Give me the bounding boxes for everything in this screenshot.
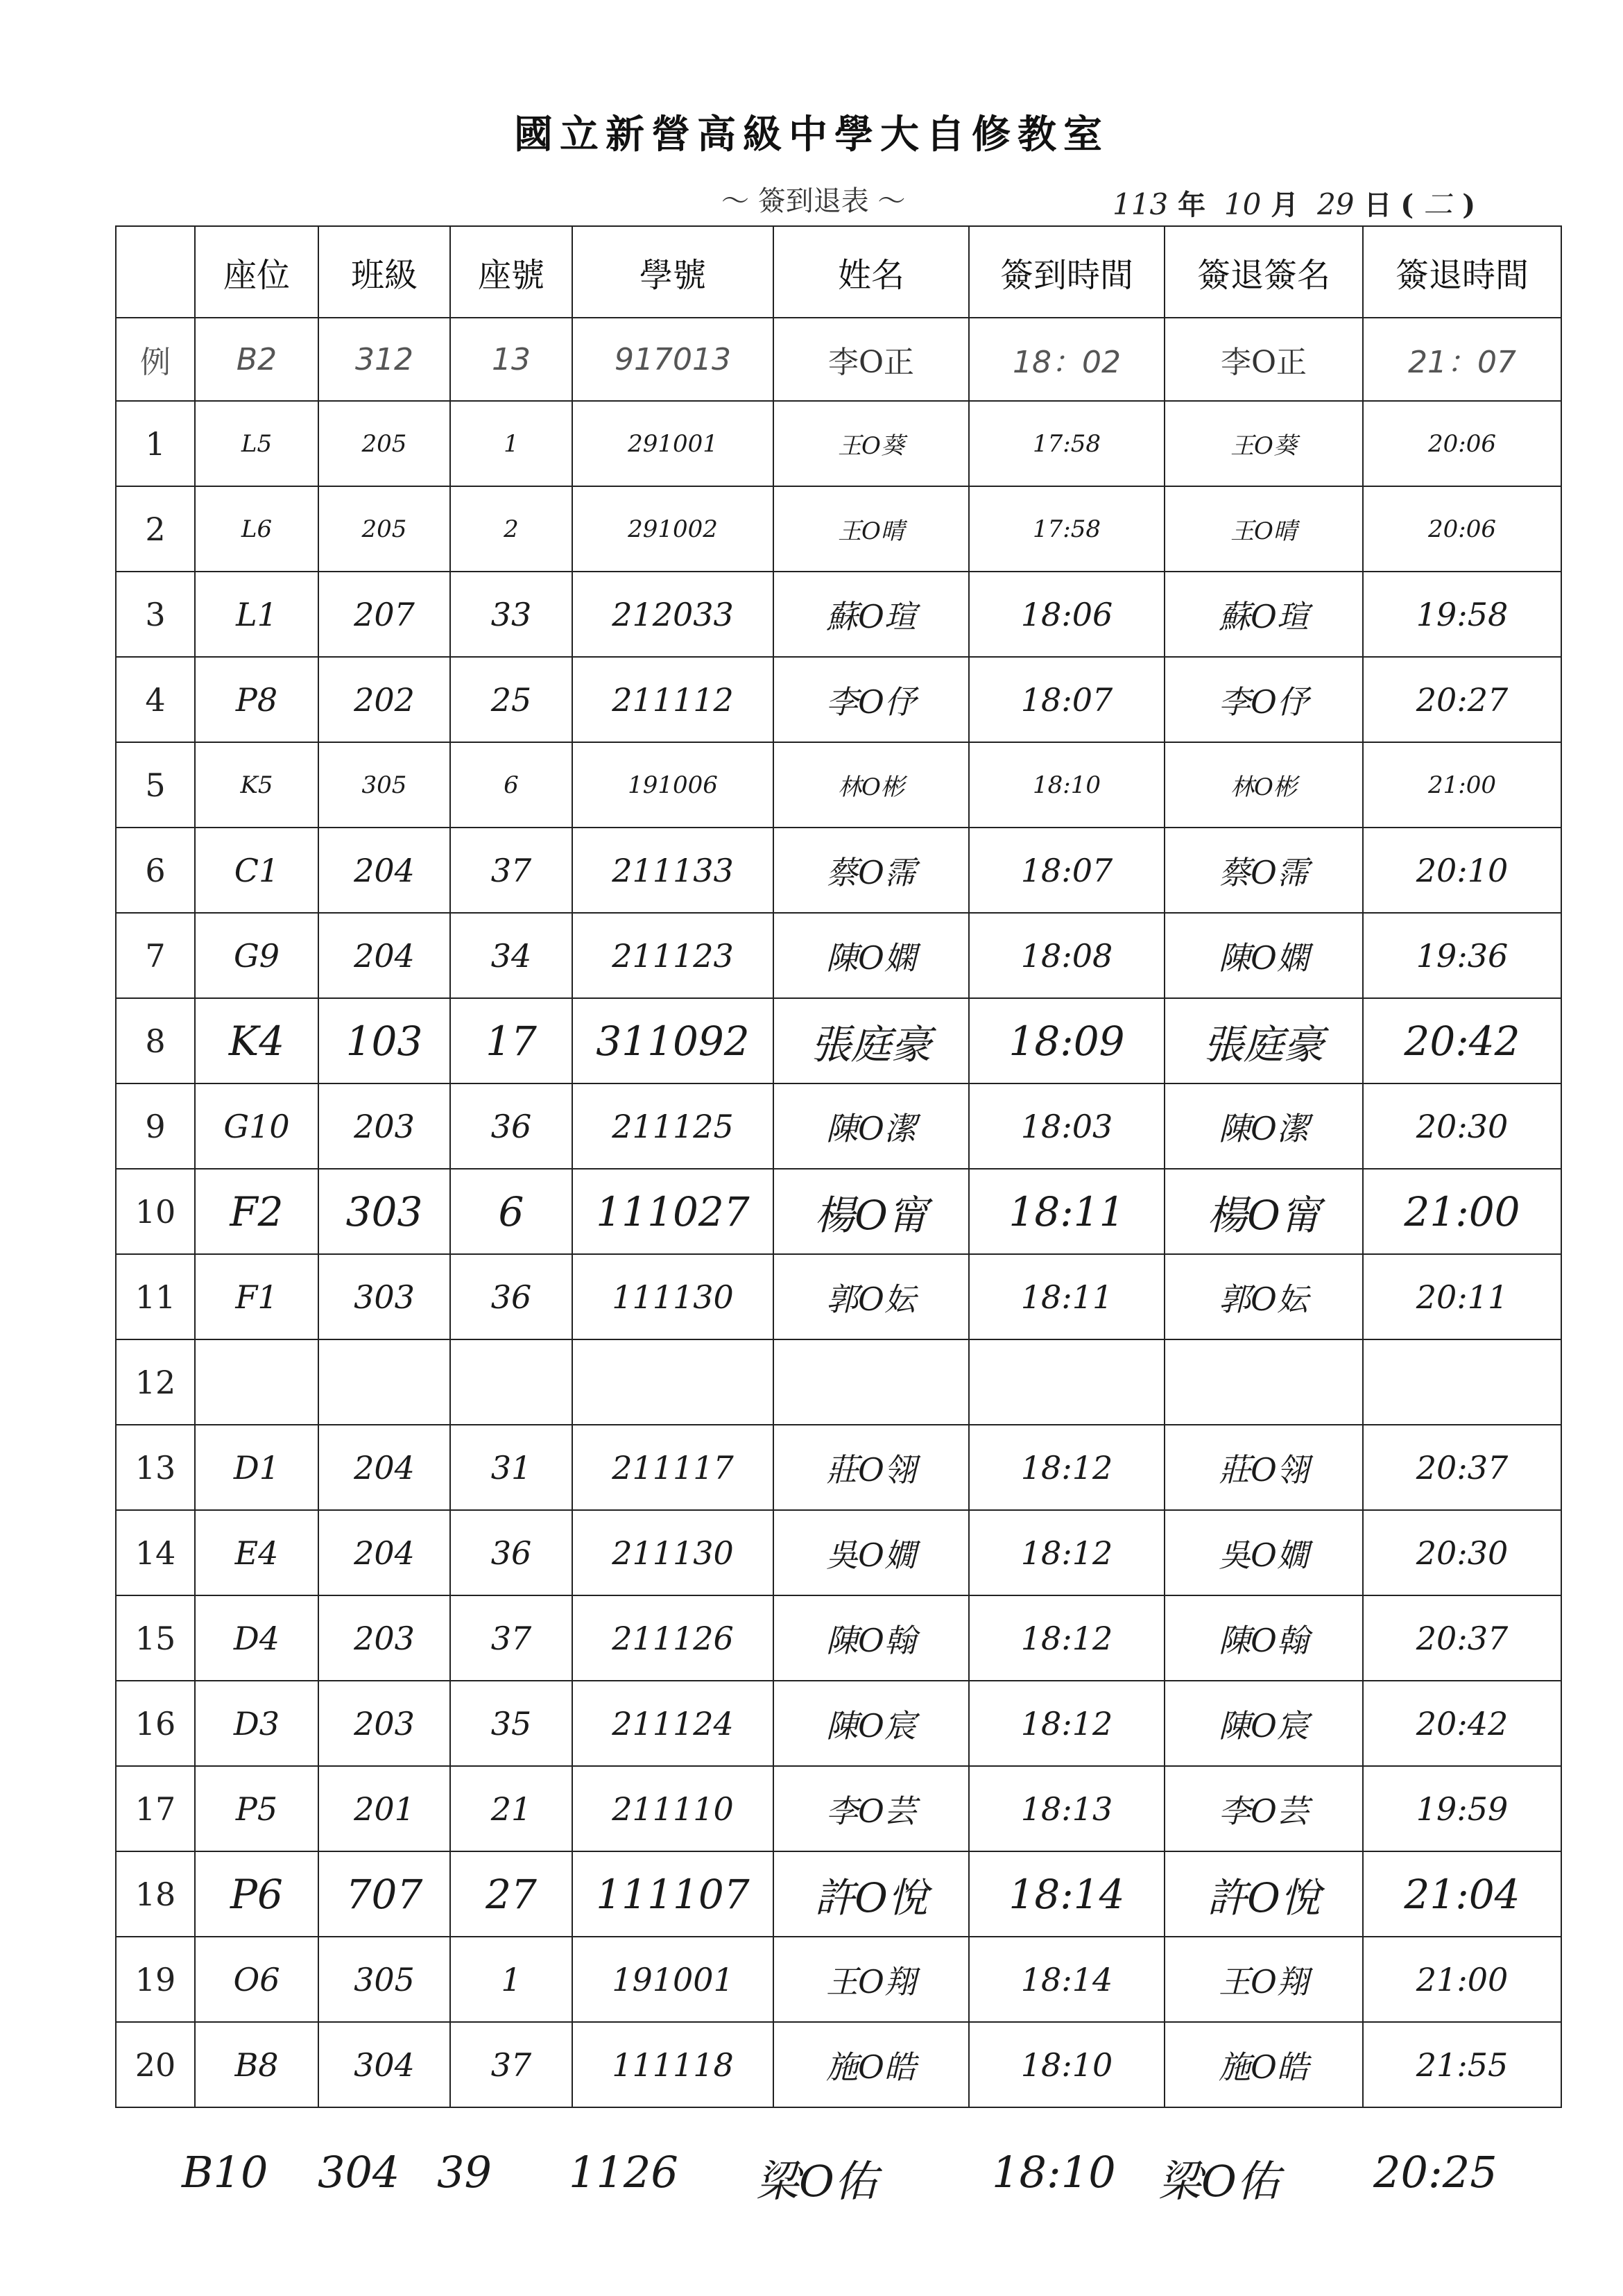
name-cell: 蘇O瑄 <box>773 572 969 657</box>
table-row <box>116 657 1561 742</box>
sign-in-time-cell: 18:13 <box>969 1766 1165 1851</box>
seat-no-cell: 2 <box>450 486 572 572</box>
sign-in-time-cell: 18:12 <box>969 1595 1165 1681</box>
seat-cell: G10 <box>195 1083 318 1169</box>
sign-out-time-cell: 20:11 <box>1363 1254 1561 1339</box>
date-weekday: 二 <box>1423 187 1453 221</box>
example-row <box>116 318 1561 401</box>
header-cell-class: 班級 <box>318 226 450 318</box>
class-cell: 103 <box>318 998 450 1083</box>
row-number: 2 <box>116 486 195 572</box>
table-row <box>116 1681 1561 1766</box>
sign-out-time-cell <box>1363 1339 1561 1425</box>
student-id-cell <box>572 1339 773 1425</box>
name-cell: 許O悅 <box>773 1851 969 1937</box>
name-cell: 莊O翎 <box>773 1425 969 1510</box>
seat-cell: B8 <box>195 2022 318 2107</box>
table-row <box>116 1510 1561 1595</box>
seat-cell: D4 <box>195 1595 318 1681</box>
header-cell-name: 姓名 <box>773 226 969 318</box>
table-row <box>116 1169 1561 1254</box>
sign-out-time-cell: 20:06 <box>1363 401 1561 486</box>
row-number: 8 <box>116 998 195 1083</box>
signature-cell: 王O葵 <box>1165 401 1363 486</box>
row-number: 10 <box>116 1169 195 1254</box>
table-row <box>116 1851 1561 1937</box>
name-cell: 王O翔 <box>773 1937 969 2022</box>
table-row <box>116 828 1561 913</box>
student-id-cell: 111027 <box>572 1169 773 1254</box>
class-cell: 202 <box>318 657 450 742</box>
seat-no-cell: 37 <box>450 828 572 913</box>
sign-out-time-cell: 21:55 <box>1363 2022 1561 2107</box>
sign-in-time-cell: 18:07 <box>969 828 1165 913</box>
student-id-cell: 191001 <box>572 1937 773 2022</box>
class-cell <box>318 1339 450 1425</box>
signature-cell: 陳O嫻 <box>1165 913 1363 998</box>
date-paren-open: ( <box>1400 189 1414 221</box>
example-label: 例 <box>116 318 195 401</box>
date-day-unit: 日 <box>1364 189 1392 221</box>
date-day: 29 <box>1317 187 1355 221</box>
name-cell: 王O葵 <box>773 401 969 486</box>
header-cell-index <box>116 226 195 318</box>
name-cell: 陳O潔 <box>773 1083 969 1169</box>
signature-cell: 王O晴 <box>1165 486 1363 572</box>
sign-in-time-cell: 17:58 <box>969 486 1165 572</box>
name-cell: 林O彬 <box>773 742 969 828</box>
sign-out-time-cell: 21:00 <box>1363 1169 1561 1254</box>
sign-in-time-cell: 18:03 <box>969 1083 1165 1169</box>
row-number: 20 <box>116 2022 195 2107</box>
extra-sign-in-time: 18:10 <box>992 2147 1116 2198</box>
student-id-cell: 211117 <box>572 1425 773 1510</box>
sign-in-time-cell: 18:14 <box>969 1937 1165 2022</box>
class-cell: 304 <box>318 2022 450 2107</box>
name-cell <box>773 1339 969 1425</box>
signature-cell: 郭O妘 <box>1165 1254 1363 1339</box>
student-id-cell: 211110 <box>572 1766 773 1851</box>
name-cell: 陳O翰 <box>773 1595 969 1681</box>
student-id-cell: 212033 <box>572 572 773 657</box>
signature-cell <box>1165 1339 1363 1425</box>
table-row <box>116 572 1561 657</box>
sign-in-time-cell: 18:12 <box>969 1425 1165 1510</box>
name-cell: 王O晴 <box>773 486 969 572</box>
row-number: 1 <box>116 401 195 486</box>
class-cell: 204 <box>318 1425 450 1510</box>
seat-no-cell: 35 <box>450 1681 572 1766</box>
name-cell: 郭O妘 <box>773 1254 969 1339</box>
date-line <box>1103 182 1475 223</box>
extra-signature: 梁O佑 <box>1158 2156 1280 2207</box>
name-cell: 蔡O霈 <box>773 828 969 913</box>
date-year-unit: 年 <box>1178 189 1206 221</box>
sign-out-time-cell: 20:10 <box>1363 828 1561 913</box>
signature-cell: 吳O嫺 <box>1165 1510 1363 1595</box>
extra-seat: B10 <box>182 2147 268 2198</box>
header-cell-sign-in-time: 簽到時間 <box>969 226 1165 318</box>
signature-cell: 陳O翰 <box>1165 1595 1363 1681</box>
sign-in-time-cell: 17:58 <box>969 401 1165 486</box>
sign-out-time-cell: 21:00 <box>1363 742 1561 828</box>
seat-no-cell: 31 <box>450 1425 572 1510</box>
row-number: 9 <box>116 1083 195 1169</box>
row-number: 13 <box>116 1425 195 1510</box>
signature-cell: 施O皓 <box>1165 2022 1363 2107</box>
date-month: 10 <box>1223 187 1262 221</box>
table-row <box>116 1937 1561 2022</box>
header-cell-sign-out-signature: 簽退簽名 <box>1165 226 1363 318</box>
sign-in-time-cell: 18:06 <box>969 572 1165 657</box>
class-cell: 207 <box>318 572 450 657</box>
example-class: 312 <box>318 318 450 401</box>
sign-out-time-cell: 20:06 <box>1363 486 1561 572</box>
row-number: 15 <box>116 1595 195 1681</box>
signature-cell: 李O芸 <box>1165 1766 1363 1851</box>
seat-cell: K4 <box>195 998 318 1083</box>
row-number: 17 <box>116 1766 195 1851</box>
seat-no-cell: 36 <box>450 1510 572 1595</box>
table-row <box>116 1254 1561 1339</box>
seat-no-cell: 36 <box>450 1254 572 1339</box>
class-cell: 203 <box>318 1681 450 1766</box>
signature-cell: 蔡O霈 <box>1165 828 1363 913</box>
student-id-cell: 111118 <box>572 2022 773 2107</box>
example-seat-no: 13 <box>450 318 572 401</box>
seat-cell: K5 <box>195 742 318 828</box>
seat-no-cell: 1 <box>450 401 572 486</box>
row-number: 7 <box>116 913 195 998</box>
seat-cell: D3 <box>195 1681 318 1766</box>
student-id-cell: 111130 <box>572 1254 773 1339</box>
table-row <box>116 486 1561 572</box>
name-cell: 陳O宸 <box>773 1681 969 1766</box>
table-row <box>116 1595 1561 1681</box>
sign-in-time-cell: 18:10 <box>969 2022 1165 2107</box>
example-student-id: 917013 <box>572 318 773 401</box>
seat-cell: F2 <box>195 1169 318 1254</box>
sign-out-time-cell: 20:42 <box>1363 1681 1561 1766</box>
student-id-cell: 211124 <box>572 1681 773 1766</box>
sign-in-time-cell: 18:11 <box>969 1169 1165 1254</box>
signature-cell: 張庭豪 <box>1165 998 1363 1083</box>
seat-cell: E4 <box>195 1510 318 1595</box>
class-cell: 203 <box>318 1595 450 1681</box>
table-header-row <box>116 226 1561 318</box>
page-title: 國立新營高級中學大自修教室 <box>514 112 1109 157</box>
student-id-cell: 211126 <box>572 1595 773 1681</box>
signature-cell: 林O彬 <box>1165 742 1363 828</box>
seat-cell: L6 <box>195 486 318 572</box>
example-seat: B2 <box>195 318 318 401</box>
student-id-cell: 211125 <box>572 1083 773 1169</box>
name-cell: 陳O嫻 <box>773 913 969 998</box>
seat-cell: G9 <box>195 913 318 998</box>
seat-no-cell: 25 <box>450 657 572 742</box>
seat-cell: P6 <box>195 1851 318 1937</box>
signature-cell: 陳O潔 <box>1165 1083 1363 1169</box>
sign-in-time-cell: 18:12 <box>969 1510 1165 1595</box>
sign-in-time-cell: 18:11 <box>969 1254 1165 1339</box>
class-cell: 305 <box>318 742 450 828</box>
signature-cell: 楊O甯 <box>1165 1169 1363 1254</box>
class-cell: 305 <box>318 1937 450 2022</box>
seat-no-cell: 33 <box>450 572 572 657</box>
row-number: 18 <box>116 1851 195 1937</box>
seat-no-cell: 6 <box>450 1169 572 1254</box>
seat-no-cell: 1 <box>450 1937 572 2022</box>
signature-cell: 李O伃 <box>1165 657 1363 742</box>
sign-out-time-cell: 20:37 <box>1363 1425 1561 1510</box>
sign-out-time-cell: 19:58 <box>1363 572 1561 657</box>
student-id-cell: 111107 <box>572 1851 773 1937</box>
seat-cell: O6 <box>195 1937 318 2022</box>
seat-no-cell: 37 <box>450 2022 572 2107</box>
table-row <box>116 998 1561 1083</box>
table-row <box>116 1425 1561 1510</box>
class-cell: 204 <box>318 1510 450 1595</box>
row-number: 6 <box>116 828 195 913</box>
sign-in-time-cell: 18:12 <box>969 1681 1165 1766</box>
signature-cell: 莊O翎 <box>1165 1425 1363 1510</box>
student-id-cell: 291001 <box>572 401 773 486</box>
sign-out-time-cell: 19:36 <box>1363 913 1561 998</box>
example-sign-in-time: 18：02 <box>969 318 1165 401</box>
header-cell-sign-out-time: 簽退時間 <box>1363 226 1561 318</box>
table-row <box>116 742 1561 828</box>
signature-cell: 陳O宸 <box>1165 1681 1363 1766</box>
extra-class: 304 <box>318 2147 400 2198</box>
student-id-cell: 211123 <box>572 913 773 998</box>
student-id-cell: 211130 <box>572 1510 773 1595</box>
student-id-cell: 191006 <box>572 742 773 828</box>
class-cell: 707 <box>318 1851 450 1937</box>
row-number: 5 <box>116 742 195 828</box>
name-cell: 楊O甯 <box>773 1169 969 1254</box>
sign-out-time-cell: 20:30 <box>1363 1510 1561 1595</box>
date-month-unit: 月 <box>1271 189 1299 221</box>
table-row <box>116 1766 1561 1851</box>
seat-cell: D1 <box>195 1425 318 1510</box>
extra-name: 梁O佑 <box>756 2156 877 2207</box>
class-cell: 205 <box>318 486 450 572</box>
seat-cell: C1 <box>195 828 318 913</box>
sign-out-time-cell: 20:42 <box>1363 998 1561 1083</box>
extra-student-id: 1126 <box>569 2147 678 2198</box>
signature-cell: 王O翔 <box>1165 1937 1363 2022</box>
seat-cell: P8 <box>195 657 318 742</box>
student-id-cell: 311092 <box>572 998 773 1083</box>
row-number: 12 <box>116 1339 195 1425</box>
sign-out-time-cell: 20:37 <box>1363 1595 1561 1681</box>
student-id-cell: 211112 <box>572 657 773 742</box>
example-name: 李O正 <box>773 318 969 401</box>
row-number: 14 <box>116 1510 195 1595</box>
table-row <box>116 1339 1561 1425</box>
name-cell: 李O伃 <box>773 657 969 742</box>
sign-in-time-cell <box>969 1339 1165 1425</box>
class-cell: 204 <box>318 828 450 913</box>
form-subtitle: ～ 簽到退表 ～ <box>721 185 906 217</box>
class-cell: 205 <box>318 401 450 486</box>
class-cell: 203 <box>318 1083 450 1169</box>
seat-no-cell: 37 <box>450 1595 572 1681</box>
seat-no-cell: 27 <box>450 1851 572 1937</box>
header-cell-student-id: 學號 <box>572 226 773 318</box>
extra-sign-out-time: 20:25 <box>1373 2147 1497 2198</box>
seat-no-cell <box>450 1339 572 1425</box>
example-signature: 李O正 <box>1165 318 1363 401</box>
sign-in-table <box>115 225 1562 2108</box>
seat-no-cell: 6 <box>450 742 572 828</box>
seat-cell: F1 <box>195 1254 318 1339</box>
example-sign-out-time: 21：07 <box>1363 318 1561 401</box>
class-cell: 303 <box>318 1169 450 1254</box>
sign-out-time-cell: 20:30 <box>1363 1083 1561 1169</box>
sign-out-time-cell: 21:00 <box>1363 1937 1561 2022</box>
class-cell: 201 <box>318 1766 450 1851</box>
sign-in-time-cell: 18:07 <box>969 657 1165 742</box>
date-year: 113 <box>1113 187 1169 221</box>
row-number: 11 <box>116 1254 195 1339</box>
signature-cell: 許O悅 <box>1165 1851 1363 1937</box>
extra-seat-no: 39 <box>437 2147 492 2198</box>
seat-cell <box>195 1339 318 1425</box>
seat-no-cell: 21 <box>450 1766 572 1851</box>
student-id-cell: 211133 <box>572 828 773 913</box>
name-cell: 施O皓 <box>773 2022 969 2107</box>
row-number: 3 <box>116 572 195 657</box>
seat-cell: L5 <box>195 401 318 486</box>
name-cell: 張庭豪 <box>773 998 969 1083</box>
class-cell: 204 <box>318 913 450 998</box>
date-paren-close: ) <box>1462 189 1476 221</box>
row-number: 16 <box>116 1681 195 1766</box>
sign-in-time-cell: 18:08 <box>969 913 1165 998</box>
header-cell-seat-no: 座號 <box>450 226 572 318</box>
row-number: 19 <box>116 1937 195 2022</box>
signature-cell: 蘇O瑄 <box>1165 572 1363 657</box>
table-row <box>116 401 1561 486</box>
table-row <box>116 913 1561 998</box>
sign-in-time-cell: 18:09 <box>969 998 1165 1083</box>
seat-no-cell: 36 <box>450 1083 572 1169</box>
seat-cell: P5 <box>195 1766 318 1851</box>
name-cell: 李O芸 <box>773 1766 969 1851</box>
name-cell: 吳O嫺 <box>773 1510 969 1595</box>
header-cell-seat: 座位 <box>195 226 318 318</box>
sign-out-time-cell: 19:59 <box>1363 1766 1561 1851</box>
seat-cell: L1 <box>195 572 318 657</box>
class-cell: 303 <box>318 1254 450 1339</box>
sign-out-time-cell: 21:04 <box>1363 1851 1561 1937</box>
seat-no-cell: 17 <box>450 998 572 1083</box>
sign-in-time-cell: 18:14 <box>969 1851 1165 1937</box>
seat-no-cell: 34 <box>450 913 572 998</box>
sign-in-time-cell: 18:10 <box>969 742 1165 828</box>
table-row <box>116 1083 1561 1169</box>
sign-out-time-cell: 20:27 <box>1363 657 1561 742</box>
student-id-cell: 291002 <box>572 486 773 572</box>
table-row <box>116 2022 1561 2107</box>
row-number: 4 <box>116 657 195 742</box>
